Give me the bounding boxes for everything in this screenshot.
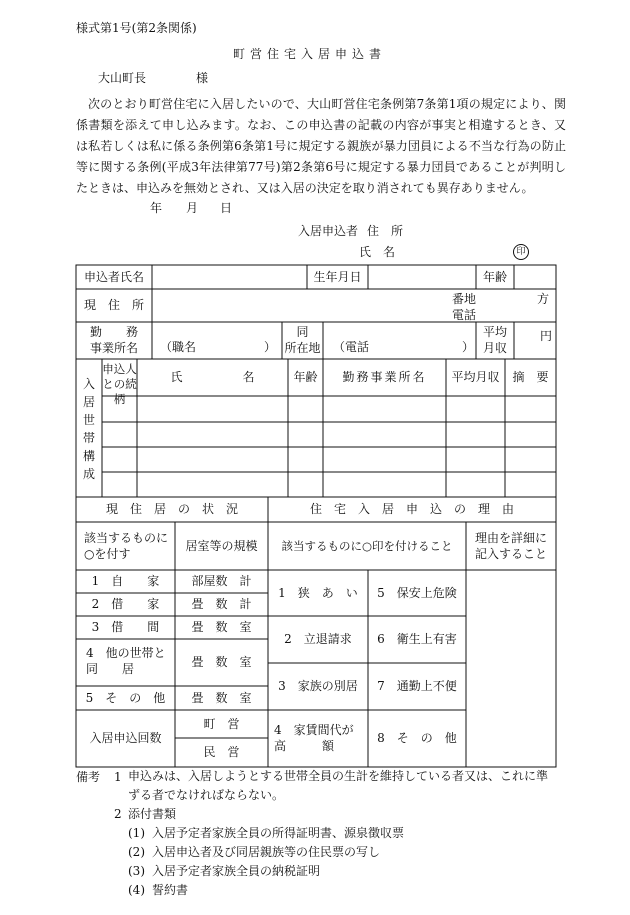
name-label: 氏 名	[359, 245, 396, 259]
current-address-label: 現 住 所	[83, 298, 144, 312]
seal-mark: 印	[513, 244, 529, 260]
reason-8[interactable]: 8 そ の 他	[377, 731, 457, 745]
note-1-number: 1	[114, 770, 122, 784]
tatami-room-label-3: 畳 数 室	[191, 691, 252, 705]
remarks-header: 摘 要	[512, 370, 549, 384]
phone-label: 電話	[452, 308, 477, 322]
housing-type-5[interactable]: 5 そ の 他	[85, 691, 166, 705]
attachment-4-number: (4)	[128, 883, 145, 897]
mark-applicable-header: 該当するものに ○を付す	[84, 531, 169, 561]
age-label: 年齢	[482, 270, 507, 284]
notes-label: 備考	[76, 770, 101, 784]
attachment-3-text: 入居予定者家族全員の納税証明	[152, 864, 321, 878]
housing-type-3[interactable]: 3 借 間	[91, 620, 160, 634]
detail-reason-header: 理由を詳細に 記入すること	[474, 531, 547, 561]
attachment-1-text: 入居予定者家族全員の所得証明書、源泉徴収票	[152, 826, 405, 840]
job-title-label: （職名	[160, 340, 197, 354]
reason-detail-field[interactable]	[466, 570, 556, 767]
note-1-text: 申込みは、入居しようとする世帯全員の生計を維持している者又は、これに準ずる者でなければならない。	[128, 769, 549, 802]
age-field[interactable]	[514, 265, 556, 289]
date-day: 日	[220, 201, 233, 215]
job-title-close: ）	[264, 340, 277, 354]
reason-3[interactable]: 3 家族の別居	[278, 679, 358, 693]
applicant-name-field[interactable]	[152, 265, 307, 289]
reason-5[interactable]: 5 保安上危険	[377, 586, 457, 600]
reason-7[interactable]: 7 通勤上不便	[377, 679, 457, 693]
birth-date-field[interactable]	[368, 265, 476, 289]
reason-4[interactable]: 4 家賃間代が 高 額	[274, 723, 354, 753]
reason-2[interactable]: 2 立退請求	[284, 632, 352, 646]
reason-1[interactable]: 1 狭 あ い	[278, 586, 358, 600]
town-housing-label: 町 営	[203, 717, 240, 731]
form-number: 様式第1号(第2条関係)	[76, 21, 197, 35]
yen-label: 円	[540, 329, 553, 343]
work-header: 勤務事業所名	[342, 370, 427, 384]
applicant-label: 入居申込者	[298, 224, 359, 238]
mark-circle-header: 該当するものに○印を付けること	[281, 539, 453, 553]
attachment-2-number: (2)	[128, 845, 145, 859]
page-title: 町営住宅入居申込書	[233, 47, 387, 61]
note-2-text: 添付書類	[128, 807, 177, 821]
housing-type-1[interactable]: 1 自 家	[91, 574, 160, 588]
kata-label: 方	[537, 292, 550, 306]
tatami-total-label: 畳 数 計	[191, 597, 252, 611]
current-status-header: 現 住 居 の 状 況	[105, 502, 238, 516]
phone-paren-close: ）	[462, 340, 475, 354]
date-year: 年	[150, 201, 163, 215]
addressee-suffix: 様	[196, 71, 209, 85]
intro-paragraph: 次のとおり町営住宅に入居したいので、大山町営住宅条例第7条第1項の規定により、関係書類を添えて申し込みます。なお、この申込書の記載の内容が事実と相違するとき、又は私若しくは私に係る条例第6条第1号に規定する親族が暴力団員による不当な行為の防止等に関する条例(平成3年法律第77号)第2条第6号に規定する暴力団員であることが判明したときは、申込みを無効とされ、又は入居の決定を取り消されても異存ありません。	[76, 97, 566, 195]
date-month: 月	[186, 201, 199, 215]
note-2-number: 2	[114, 807, 122, 821]
addressee: 大山町長	[98, 71, 147, 85]
location-label: 同 所在地	[284, 325, 321, 355]
income-header: 平均月収	[451, 370, 500, 384]
household-label: 入居世帯構成	[82, 377, 95, 481]
attachment-4-text: 誓約書	[152, 883, 189, 897]
tatami-room-label-1: 畳 数 室	[191, 620, 252, 634]
avg-income-label: 平均 月収	[482, 325, 507, 355]
reason-header: 住 宅 入 居 申 込 の 理 由	[309, 502, 514, 516]
name-header: 氏 名	[170, 370, 255, 384]
housing-type-2[interactable]: 2 借 家	[91, 597, 160, 611]
application-count-label: 入居申込回数	[89, 731, 162, 745]
room-count-label: 部屋数 計	[191, 574, 252, 588]
birth-date-label: 生年月日	[313, 270, 362, 284]
reason-6[interactable]: 6 衛生上有害	[377, 632, 457, 646]
room-scale-header: 居室等の規模	[185, 539, 258, 553]
banchi-label: 番地	[452, 292, 477, 306]
housing-type-4[interactable]: 4 他の世帯と 同 居	[86, 646, 166, 676]
phone-paren-label: （電話	[333, 340, 370, 354]
applicant-name-label: 申込者氏名	[83, 270, 144, 284]
relation-header: 申込人 との続柄	[102, 362, 137, 406]
attachment-1-number: (1)	[128, 826, 145, 840]
private-housing-label: 民 営	[203, 745, 240, 759]
attachment-3-number: (3)	[128, 864, 145, 878]
workplace-label: 勤 務 事業所名	[89, 325, 138, 355]
age-header: 年齢	[293, 370, 318, 384]
address-label: 住 所	[367, 224, 404, 238]
tatami-room-label-2: 畳 数 室	[191, 655, 252, 669]
attachment-2-text: 入居申込者及び同居親族等の住民票の写し	[152, 845, 381, 859]
